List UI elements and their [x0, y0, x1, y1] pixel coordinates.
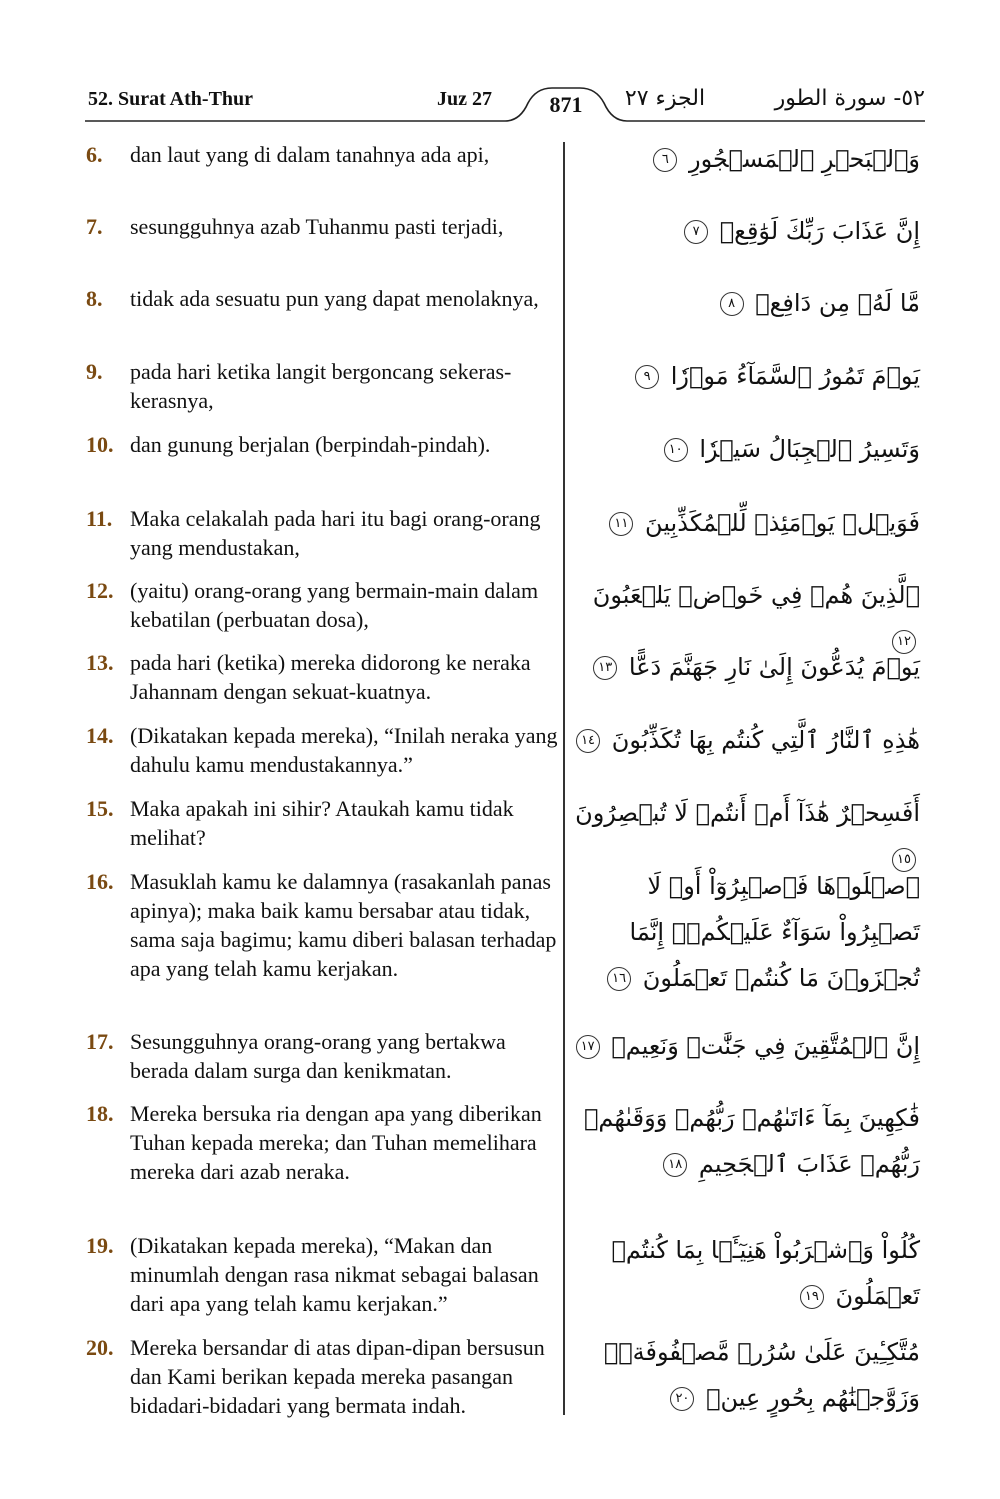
verse-arabic [575, 280, 920, 326]
verse-arabic [575, 353, 920, 399]
verse-number: 19. [86, 1233, 114, 1258]
verse-number: 12. [86, 578, 114, 603]
verse-translation: pada hari (ketika) mereka didorong ke neraka Jahannam dengan sekuat-kuatnya. [130, 650, 531, 704]
ayah-end-marker: ٩ [635, 365, 659, 389]
arabic-text: أَفَسِحۡرٌ هَٰذَآ أَمۡ أَنتُمۡ لَا تُبۡصِرُونَ [575, 799, 920, 827]
verse-translation: Mereka bersandar di atas dipan-dipan bersusun dan Kami berikan kepada mereka pasangan bidadari-bidadari yang bermata indah. [130, 1335, 545, 1418]
arabic-text: مُتَّكِـِٔينَ عَلَىٰ سُرُرٖ مَّصۡفُوفَةٖۖ وَزَوَّجۡنَٰهُم بِحُورٍ عِينٖ [603, 1338, 920, 1412]
verse-translation: (Dikatakan kepada mereka), “Makan dan minumlah dengan rasa nikmat sebagai balasan dari apa yang telah kamu kerjakan.” [130, 1233, 539, 1316]
verse-arabic [575, 208, 920, 254]
ayah-end-marker: ٧ [684, 220, 708, 244]
ayah-end-marker: ١٠ [664, 438, 688, 462]
verse-number: 16. [86, 869, 114, 894]
verse-arabic [575, 136, 920, 182]
ayah-end-marker: ١٧ [576, 1035, 600, 1059]
verse-number: 8. [86, 286, 103, 311]
arabic-text: مَّا لَهُۥ مِن دَافِعٖ [755, 289, 920, 317]
verse-number: 6. [86, 142, 103, 167]
verse-number: 7. [86, 214, 103, 239]
surah-title-latin: 52. Surat Ath-Thur [88, 88, 254, 110]
arabic-text: إِنَّ عَذَابَ رَبِّكَ لَوَٰقِعٞ [719, 217, 920, 245]
verse-translation: (Dikatakan kepada mereka), “Inilah neraka yang dahulu kamu mendustakannya.” [130, 723, 558, 777]
verse-translation: Mereka bersuka ria dengan apa yang diberikan Tuhan kepada mereka; dan Tuhan memelihara mereka dari azab neraka. [130, 1101, 542, 1184]
verse-number: 20. [86, 1335, 114, 1360]
ayah-end-marker: ١٤ [576, 729, 600, 753]
ayah-end-marker: ٢٠ [670, 1387, 694, 1411]
ayah-end-marker: ١٩ [800, 1285, 824, 1309]
verse-number: 9. [86, 359, 103, 384]
verse-arabic [575, 717, 920, 763]
verse-translation: dan gunung berjalan (berpindah-pindah). [130, 432, 491, 457]
verse-number: 17. [86, 1029, 114, 1054]
verse-arabic [575, 1329, 920, 1421]
verse-translation: dan laut yang di dalam tanahnya ada api, [130, 142, 490, 167]
verse-translation: Sesungguhnya orang-orang yang bertakwa berada dalam surga dan kenikmatan. [130, 1029, 506, 1083]
verse-arabic [575, 644, 920, 690]
arabic-text: فَٰكِهِينَ بِمَآ ءَاتَىٰهُمۡ رَبُّهُمۡ وَوَقَىٰهُمۡ رَبُّهُمۡ عَذَابَ ٱلۡجَحِيمِ [583, 1104, 920, 1178]
verse-translation: Masuklah kamu ke dalamnya (rasakanlah panas apinya); maka baik kamu bersabar atau tidak, sama saja bagimu; kamu diberi balasan terhadap apa yang telah kamu kerjakan. [130, 869, 557, 981]
verse-translation: sesungguhnya azab Tuhanmu pasti terjadi, [130, 214, 504, 239]
arabic-text: وَتَسِيرُ ٱلۡجِبَالُ سَيۡرٗا [699, 435, 920, 463]
surah-title-arabic: ٥٢- سورة الطور [774, 86, 925, 111]
verse-number: 18. [86, 1101, 114, 1126]
verse-arabic [575, 1023, 920, 1069]
arabic-text: وَٱلۡبَحۡرِ ٱلۡمَسۡجُورِ [689, 145, 920, 173]
juz-label-arabic: الجزء ٢٧ [624, 86, 706, 111]
arabic-text: ٱصۡلَوۡهَا فَٱصۡبِرُوٓاْ أَوۡ لَا تَصۡبِرُواْ سَوَآءٌ عَلَيۡكُمۡۖ إِنَّمَا تُجۡزَوۡنَ مَا كُنتُمۡ تَعۡمَلُونَ [629, 872, 920, 992]
column-divider [563, 142, 565, 1415]
verse-number: 10. [86, 432, 114, 457]
verse-number: 11. [86, 506, 113, 531]
verse-translation: pada hari ketika langit bergoncang sekeras-kerasnya, [130, 359, 512, 413]
verse-number: 13. [86, 650, 114, 675]
verse-translation: Maka celakalah pada hari itu bagi orang-orang yang mendustakan, [130, 506, 541, 560]
arabic-text: ٱلَّذِينَ هُمۡ فِي خَوۡضٖ يَلۡعَبُونَ [592, 581, 920, 609]
verse-arabic [575, 863, 920, 1001]
arabic-text: يَوۡمَ تَمُورُ ٱلسَّمَآءُ مَوۡرٗا [670, 362, 920, 390]
ayah-end-marker: ٦ [653, 148, 677, 172]
juz-label-latin: Juz 27 [437, 88, 492, 110]
ayah-end-marker: ٨ [720, 292, 744, 316]
verse-translation: Maka apakah ini sihir? Ataukah kamu tidak melihat? [130, 796, 514, 850]
verse-arabic [575, 1095, 920, 1187]
arabic-text: كُلُواْ وَٱشۡرَبُواْ هَنِيٓـَٔۢا بِمَا كُنتُمۡ تَعۡمَلُونَ [611, 1236, 920, 1310]
ayah-end-marker: ١٨ [663, 1153, 687, 1177]
arabic-text: إِنَّ ٱلۡمُتَّقِينَ فِي جَنَّٰتٖ وَنَعِيمٖ [611, 1032, 920, 1060]
verse-number: 15. [86, 796, 114, 821]
ayah-end-marker: ١٣ [593, 656, 617, 680]
verse-translation: tidak ada sesuatu pun yang dapat menolaknya, [130, 286, 539, 311]
ayah-end-marker: ١٥ [892, 848, 916, 872]
verse-number: 14. [86, 723, 114, 748]
ayah-end-marker: ١٦ [607, 967, 631, 991]
verse-translation: (yaitu) orang-orang yang bermain-main dalam kebatilan (perbuatan dosa), [130, 578, 539, 632]
page-header [0, 0, 1000, 130]
verse-arabic [575, 1227, 920, 1319]
arabic-text: يَوۡمَ يُدَعُّونَ إِلَىٰ نَارِ جَهَنَّمَ دَعًّا [628, 653, 920, 681]
arabic-text: فَوَيۡلٞ يَوۡمَئِذٖ لِّلۡمُكَذِّبِينَ [645, 509, 920, 537]
ayah-end-marker: ١١ [609, 512, 633, 536]
verse-arabic [575, 500, 920, 546]
page-number: 871 [549, 92, 583, 117]
verse-arabic [575, 426, 920, 472]
arabic-text: هَٰذِهِ ٱلنَّارُ ٱلَّتِي كُنتُم بِهَا تُكَذِّبُونَ [611, 726, 920, 754]
ayah-end-marker: ١٢ [892, 630, 916, 654]
